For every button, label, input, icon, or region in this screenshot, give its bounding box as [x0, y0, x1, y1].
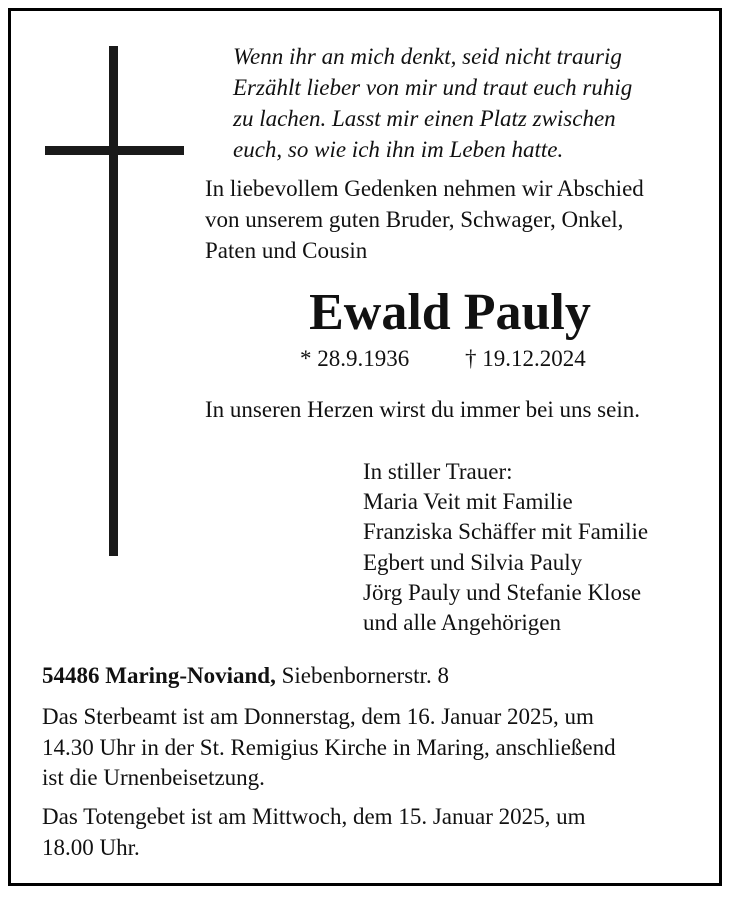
poem-line: Erzählt lieber von mir und traut euch ruhig [233, 75, 633, 100]
hearts-line: In unseren Herzen wirst du immer bei uns sein. [205, 397, 640, 422]
cross-horizontal-bar [45, 146, 184, 155]
poem-line: zu lachen. Lasst mir einen Platz zwischen [233, 106, 616, 131]
sterbeamt-line: 14.30 Uhr in der St. Remigius Kirche in Maring, anschließend [42, 734, 616, 760]
mourner-name: und alle Angehörigen [363, 610, 562, 636]
cross-vertical-bar [109, 46, 118, 556]
totengebet-line: Das Totengebet ist am Mittwoch, dem 15. Januar 2025, um [42, 804, 586, 829]
birth-date: * 28.9.1936 [300, 346, 410, 371]
death-date: † 19.12.2024 [465, 346, 586, 371]
address-street: Siebenbornerstr. 8 [275, 663, 449, 688]
intro-line: In liebevollem Gedenken nehmen wir Abschied [205, 176, 644, 201]
mourners-heading: In stiller Trauer: [363, 459, 513, 484]
mourner-name: Franziska Schäffer mit Familie [363, 519, 649, 545]
address [42, 660, 449, 691]
totengebet-paragraph [42, 802, 702, 863]
poem-line: Wenn ihr an mich denkt, seid nicht traurig [233, 44, 622, 69]
mourner-name: Maria Veit mit Familie [363, 489, 573, 515]
sterbeamt-paragraph [42, 702, 702, 794]
sterbeamt-line: ist die Urnenbeisetzung. [42, 765, 265, 790]
mourners-list [363, 457, 648, 638]
poem-line: euch, so wie ich ihn im Leben hatte. [233, 137, 564, 162]
deceased-name: Ewald Pauly [309, 284, 591, 341]
intro-line: Paten und Cousin [205, 238, 368, 263]
totengebet-line: 18.00 Uhr. [42, 834, 140, 860]
intro-text [205, 173, 715, 266]
mourner-name: Egbert und Silvia Pauly [363, 549, 583, 575]
address-place: 54486 Maring-Noviand, [42, 663, 276, 688]
poem [233, 41, 713, 165]
sterbeamt-line: Das Sterbeamt ist am Donnerstag, dem 16. Januar 2025, um [42, 704, 594, 729]
intro-line: von unserem guten Bruder, Schwager, Onkel, [205, 207, 624, 232]
mourner-name: Jörg Pauly und Stefanie Klose [363, 579, 642, 605]
